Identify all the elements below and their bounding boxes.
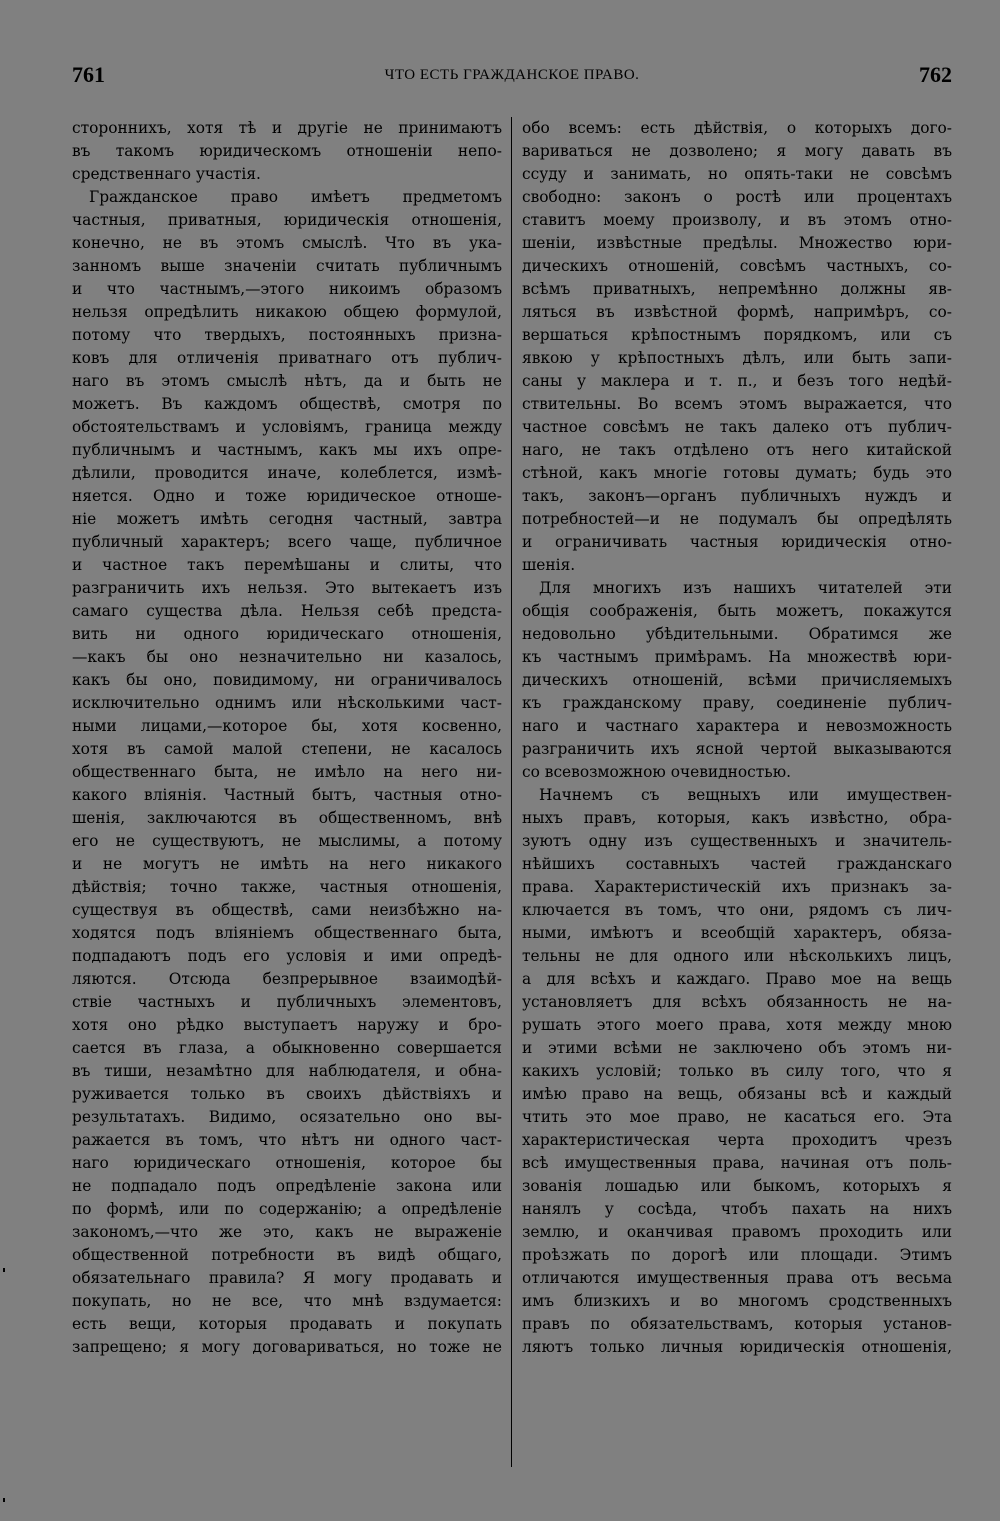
page-number-left: 761: [72, 62, 105, 87]
text-line: закономъ,—что же это, какъ не выраженіе: [72, 1223, 502, 1241]
text-line: недовольно убѣдительными. Обратимся же: [522, 625, 952, 643]
scan-speck: [3, 1498, 5, 1502]
text-line: и этими всѣми не заключено объ этомъ ни-: [522, 1039, 952, 1057]
text-line: къ частнымъ примѣрамъ. На множествѣ юри-: [522, 648, 952, 666]
text-line: ствительны. Во всемъ этомъ выражается, что: [522, 395, 952, 413]
text-line: зуютъ одну изъ существенныхъ и значитель-: [522, 832, 952, 850]
text-line: самаго существа дѣла. Нельзя себѣ предста-: [72, 602, 502, 620]
text-line: можетъ. Въ каждомъ обществѣ, смотря по: [72, 395, 502, 413]
text-line: вить ни одного юридическаго отношенія,: [72, 625, 502, 643]
page-number-right: 762: [919, 62, 952, 87]
text-line: шеніи, извѣстные предѣлы. Множество юри-: [522, 234, 952, 252]
running-title: ЧТО ЕСТЬ ГРАЖДАНСКОЕ ПРАВО.: [384, 67, 640, 83]
column-divider: [511, 117, 512, 1467]
text-line: средственнаго участія.: [72, 165, 261, 183]
text-line: исключительно однимъ или нѣсколькими част-: [72, 694, 502, 712]
text-line: стороннихъ, хотя тѣ и другіе не принимаютъ: [72, 119, 502, 137]
text-line: частное совсѣмъ не такъ далеко отъ публич-: [522, 418, 952, 436]
text-line: существуя въ обществѣ, сами неизбѣжно на-: [72, 901, 502, 919]
text-line: правъ по обязательствамъ, которыя установ-: [522, 1315, 952, 1333]
text-line: и частное такъ перемѣшаны и слиты, что: [72, 556, 502, 574]
scan-speck: [3, 1268, 5, 1272]
text-line: саны у маклера и т. п., и безъ того недѣй-: [522, 372, 952, 390]
text-line: дѣйствія; точно также, частныя отношенія,: [72, 878, 502, 896]
text-line: явкою у крѣпостныхъ дѣлъ, или быть запи-: [522, 349, 952, 367]
text-line: рушать этого моего права, хотя между мною: [522, 1016, 952, 1034]
text-line: потому что твердыхъ, постоянныхъ призна-: [72, 326, 502, 344]
text-line: —какъ бы оно незначительно ни казалось,: [72, 648, 502, 666]
text-line: ляться въ извѣстной формѣ, напримѣръ, со-: [522, 303, 952, 321]
text-line: какихъ условій; только въ силу того, что я: [522, 1062, 952, 1080]
text-line: Гражданское право имѣетъ предметомъ: [89, 188, 502, 206]
text-line: въ такомъ юридическомъ отношеніи непо-: [72, 142, 502, 160]
text-line: характеристическая черта проходитъ чрезъ: [522, 1131, 952, 1149]
text-line: хотя въ самой малой степени, не касалось: [72, 740, 502, 758]
text-line: Начнемъ съ вещныхъ или имуществен-: [539, 786, 952, 804]
text-line: проѣзжать по дорогѣ или площади. Этимъ: [522, 1246, 952, 1264]
text-line: общественнаго быта, не имѣло на него ни-: [72, 763, 502, 781]
text-line: какъ бы оно, повидимому, ни ограничивалось: [72, 671, 502, 689]
text-line: къ гражданскому праву, соединеніе публич-: [522, 694, 952, 712]
text-line: ніе можетъ имѣть сегодня частный, завтра: [72, 510, 502, 528]
text-line: не подпадало подъ опредѣленіе закона или: [72, 1177, 502, 1195]
text-line: ствіе частныхъ и публичныхъ элементовъ,: [72, 993, 502, 1011]
text-line: установляетъ для всѣхъ обязанность не на-: [522, 993, 952, 1011]
text-line: дѣлили, проводится иначе, колеблется, измѣ-: [72, 464, 502, 482]
text-line: имѣю право на вещь, обязаны всѣ и каждый: [522, 1085, 952, 1103]
text-line: ставитъ моему произволу, и въ этомъ отно-: [522, 211, 952, 229]
text-line: запрещено; я могу договариваться, но тоже не: [72, 1338, 502, 1356]
text-line: шенія, заключаются въ общественномъ, внѣ: [72, 809, 502, 827]
text-line: свободно: законъ о ростѣ или процентахъ: [522, 188, 952, 206]
text-line: частныя, приватныя, юридическія отношенія,: [72, 211, 502, 229]
text-line: ключается въ томъ, что они, рядомъ съ лич-: [522, 901, 952, 919]
text-line: дическихъ отношеній, всѣми причисляемыхъ: [522, 671, 952, 689]
text-line: со всевозможною очевидностью.: [522, 763, 791, 781]
text-line: имъ близкихъ и во многомъ сродственныхъ: [522, 1292, 952, 1310]
text-line: результатахъ. Видимо, осязательно оно вы-: [72, 1108, 502, 1126]
text-line: есть вещи, которыя продавать и покупать: [72, 1315, 502, 1333]
text-line: ковъ для отличенія приватнаго отъ публич-: [72, 349, 502, 367]
text-line: руживается только въ своихъ дѣйствіяхъ и: [72, 1085, 502, 1103]
text-line: какого вліянія. Частный бытъ, частныя отно-: [72, 786, 502, 804]
text-line: обо всемъ: есть дѣйствія, о которыхъ дого-: [522, 119, 952, 137]
text-line: шенія.: [522, 556, 576, 574]
text-line: наго юридическаго отношенія, которое бы: [72, 1154, 502, 1172]
text-line: сается въ глаза, а обыкновенно совершается: [72, 1039, 502, 1057]
right-column: [522, 117, 952, 1359]
text-line: потребностей—и не подумалъ бы опредѣлять: [522, 510, 952, 528]
text-line: занномъ выше значеніи считать публичнымъ: [72, 257, 502, 275]
text-line: а для всѣхъ и каждаго. Право мое на вещь: [522, 970, 952, 988]
text-line: наго, не такъ отдѣлено отъ него китайской: [522, 441, 952, 459]
text-line: нанялъ у сосѣда, чтобъ пахать на нихъ: [522, 1200, 952, 1218]
text-line: отличаются имущественныя права отъ весьма: [522, 1269, 952, 1287]
text-line: покупать, но не все, что мнѣ вздумается:: [72, 1292, 502, 1310]
text-line: чтить это мое право, не касаться его. Эта: [522, 1108, 952, 1126]
text-line: публичный характеръ; всего чаще, публичное: [72, 533, 502, 551]
text-line: общія соображенія, быть можетъ, покажутся: [522, 602, 952, 620]
text-line: права. Характеристическій ихъ признакъ за-: [522, 878, 952, 896]
text-line: и что частнымъ,—этого никоимъ образомъ: [72, 280, 502, 298]
text-line: ляютъ только личныя юридическія отношенія,: [522, 1338, 952, 1356]
text-line: наго въ этомъ смыслѣ нѣтъ, да и быть не: [72, 372, 502, 390]
text-line: стѣной, какъ многіе готовы думать; будь это: [522, 464, 952, 482]
left-column: [72, 117, 502, 1359]
text-line: публичнымъ и частнымъ, какъ мы ихъ опре-: [72, 441, 502, 459]
text-line: и ограничивать частныя юридическія отно-: [522, 533, 952, 551]
text-line: и не могутъ не имѣть на него никакого: [72, 855, 502, 873]
text-line: Для многихъ изъ нашихъ читателей эти: [539, 579, 952, 597]
text-line: обязательнаго правила? Я могу продавать и: [72, 1269, 502, 1287]
text-line: всѣ имущественныя права, начиная отъ поль-: [522, 1154, 952, 1172]
text-line: ляются. Отсюда безпрерывное взаимодѣй-: [72, 970, 502, 988]
text-line: по формѣ, или по содержанію; а опредѣленіе: [72, 1200, 502, 1218]
text-line: разграничить ихъ ясной чертой выказываются: [522, 740, 952, 758]
page-header: [72, 62, 952, 90]
text-line: ными, имѣютъ и всеобщій характеръ, обяза-: [522, 924, 952, 942]
text-line: ссуду и занимать, но опять-таки не совсѣмъ: [522, 165, 952, 183]
text-line: общественной потребности въ видѣ общаго,: [72, 1246, 502, 1264]
text-line: землю, и оканчивая правомъ проходить или: [522, 1223, 952, 1241]
text-line: такъ, законъ—органъ публичныхъ нуждъ и: [522, 487, 952, 505]
text-line: няется. Одно и тоже юридическое отноше-: [72, 487, 502, 505]
text-line: всѣмъ приватныхъ, непремѣнно должны яв-: [522, 280, 952, 298]
text-line: наго и частнаго характера и невозможность: [522, 717, 952, 735]
text-line: зованія лошадью или быкомъ, которыхъ я: [522, 1177, 952, 1195]
text-line: обстоятельствамъ и условіямъ, граница между: [72, 418, 502, 436]
text-line: въ тиши, незамѣтно для наблюдателя, и обна-: [72, 1062, 502, 1080]
text-line: разграничить ихъ нельзя. Это вытекаетъ изъ: [72, 579, 502, 597]
text-line: тельны не для одного или нѣсколькихъ лицъ,: [522, 947, 952, 965]
text-line: ными лицами,—которое бы, хотя косвенно,: [72, 717, 502, 735]
text-line: вариваться не дозволено; я могу давать въ: [522, 142, 952, 160]
text-line: нельзя опредѣлить никакою общею формулой,: [72, 303, 502, 321]
text-line: ныхъ правъ, которыя, какъ извѣстно, обра-: [522, 809, 952, 827]
text-line: ходятся подъ вліяніемъ общественнаго быта,: [72, 924, 502, 942]
text-line: ражается въ томъ, что нѣтъ ни одного част-: [72, 1131, 502, 1149]
text-line: конечно, не въ этомъ смыслѣ. Что въ ука-: [72, 234, 502, 252]
text-line: его не существуютъ, не мыслимы, а потому: [72, 832, 502, 850]
text-line: дическихъ отношеній, совсѣмъ частныхъ, со-: [522, 257, 952, 275]
text-line: хотя оно рѣдко выступаетъ наружу и бро-: [72, 1016, 502, 1034]
text-line: подпадаютъ подъ его условія и ими опредѣ-: [72, 947, 502, 965]
text-line: нѣйшихъ составныхъ частей гражданскаго: [522, 855, 952, 873]
text-line: вершаться крѣпостнымъ порядкомъ, или съ: [522, 326, 952, 344]
